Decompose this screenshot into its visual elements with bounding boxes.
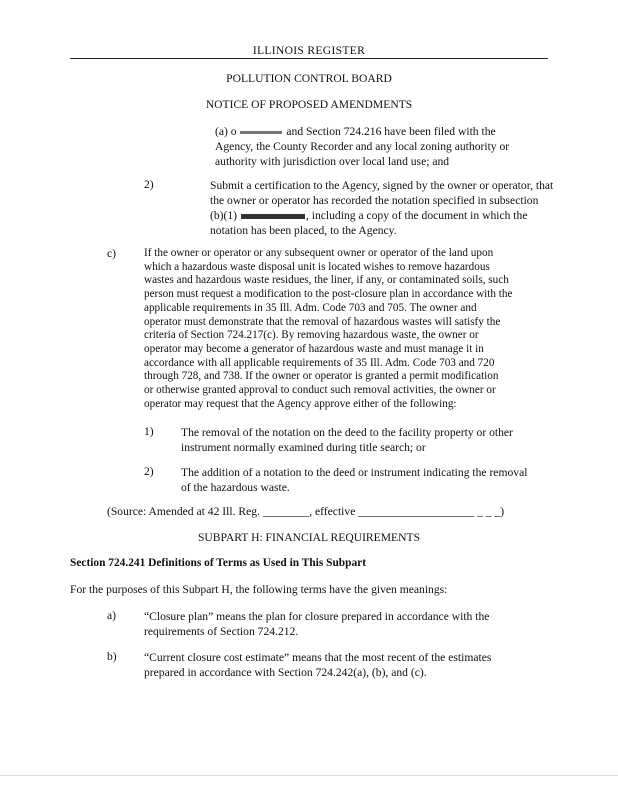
item-c-line: operator may become a generator of hazardous waste and must manage it in <box>144 342 484 355</box>
item-c-label: c) <box>107 247 117 260</box>
def-a-text <box>144 609 489 639</box>
header-rule <box>70 58 548 59</box>
item-2-line: the owner or operator has recorded the notation specified in subsection <box>210 194 539 207</box>
item-c-line: wastes and hazardous waste residues, the liner, if any, or contaminated soils, such <box>144 274 509 287</box>
item-2-line: notation has been placed, to the Agency. <box>210 224 397 237</box>
item-c-line: applicable requirements in 35 Ill. Adm. Code 703 and 705. The owner and <box>144 301 477 314</box>
def-b-text <box>144 650 491 680</box>
item-2-ref-end: , including a copy of the document in which the <box>305 209 528 222</box>
item-c-line: through 728, and 738. If the owner or operator is granted a permit modification <box>144 370 499 383</box>
cont-line: authority with jurisdiction over local land use; and <box>215 155 450 168</box>
sub-2-line: of the hazardous waste. <box>181 481 290 494</box>
item-2-label: 2) <box>144 178 154 191</box>
item-c-line: person must request a modification to the post-closure plan in accordance with the <box>144 288 513 301</box>
item-c-line: criteria of Section 724.217(c). By removing hazardous waste, the owner or <box>144 329 479 342</box>
item-c-line: operator may request that the Agency approve either of the following: <box>144 397 457 410</box>
item-c-text <box>144 247 512 411</box>
item-c-line: accordance with all applicable requirements of 35 Ill. Adm. Code 703 and 720 <box>144 356 495 369</box>
register-title: ILLINOIS REGISTER <box>252 44 366 57</box>
redaction-mark <box>241 214 305 219</box>
item-c-line: which a hazardous waste disposal unit is located wishes to remove hazardous <box>144 260 490 273</box>
def-a-label: a) <box>107 609 117 622</box>
sub-2-line: The addition of a notation to the deed or instrument indicating the removal <box>181 466 528 479</box>
item-2-text <box>210 178 553 238</box>
item-c-line: If the owner or operator or any subsequent owner or operator of the land upon <box>144 247 494 259</box>
continued-paragraph <box>215 124 509 169</box>
subpart-heading: SUBPART H: FINANCIAL REQUIREMENTS <box>197 531 421 544</box>
def-a-line: requirements of Section 724.212. <box>144 625 299 638</box>
def-b-label: b) <box>107 650 117 663</box>
cont-line: Agency, the County Recorder and any local zoning authority or <box>215 140 510 153</box>
item-2-line: Submit a certification to the Agency, signed by the owner or operator, that <box>210 179 554 192</box>
item-2-ref: (b)(1) <box>210 209 238 222</box>
sub-2-label: 2) <box>144 465 154 478</box>
item-c-line: or otherwise granted approval to conduct such removal activities, the owner or <box>144 384 496 397</box>
board-title: POLLUTION CONTROL BOARD <box>226 72 392 85</box>
def-b-line: “Current closure cost estimate” means that the most recent of the estimates <box>144 651 492 664</box>
sub-1-line: The removal of the notation on the deed to the facility property or other <box>181 426 513 439</box>
def-b-line: prepared in accordance with Section 724.242(a), (b), and (c). <box>144 666 427 679</box>
section-heading: Section 724.241 Definitions of Terms as Used in This Subpart <box>70 557 366 569</box>
cont-line-start: (a) o <box>215 125 237 138</box>
redaction-mark <box>240 131 282 134</box>
source-note: (Source: Amended at 42 Ill. Reg. ________, effective ____________________ _ _ _) <box>107 505 505 518</box>
intro-text: For the purposes of this Subpart H, the following terms have the given meanings: <box>70 583 448 596</box>
notice-title: NOTICE OF PROPOSED AMENDMENTS <box>205 98 413 111</box>
item-c-line: operator must demonstrate that the removal of hazardous wastes will satisfy the <box>144 315 501 328</box>
sub-1-text <box>181 425 513 455</box>
scan-edge-line <box>0 775 618 776</box>
sub-1-line: instrument normally examined during title search; or <box>181 441 426 454</box>
cont-line-end: and Section 724.216 have been filed with the <box>286 125 496 138</box>
sub-1-label: 1) <box>144 425 154 438</box>
def-a-line: “Closure plan” means the plan for closure prepared in accordance with the <box>144 610 490 623</box>
sub-2-text <box>181 465 527 495</box>
